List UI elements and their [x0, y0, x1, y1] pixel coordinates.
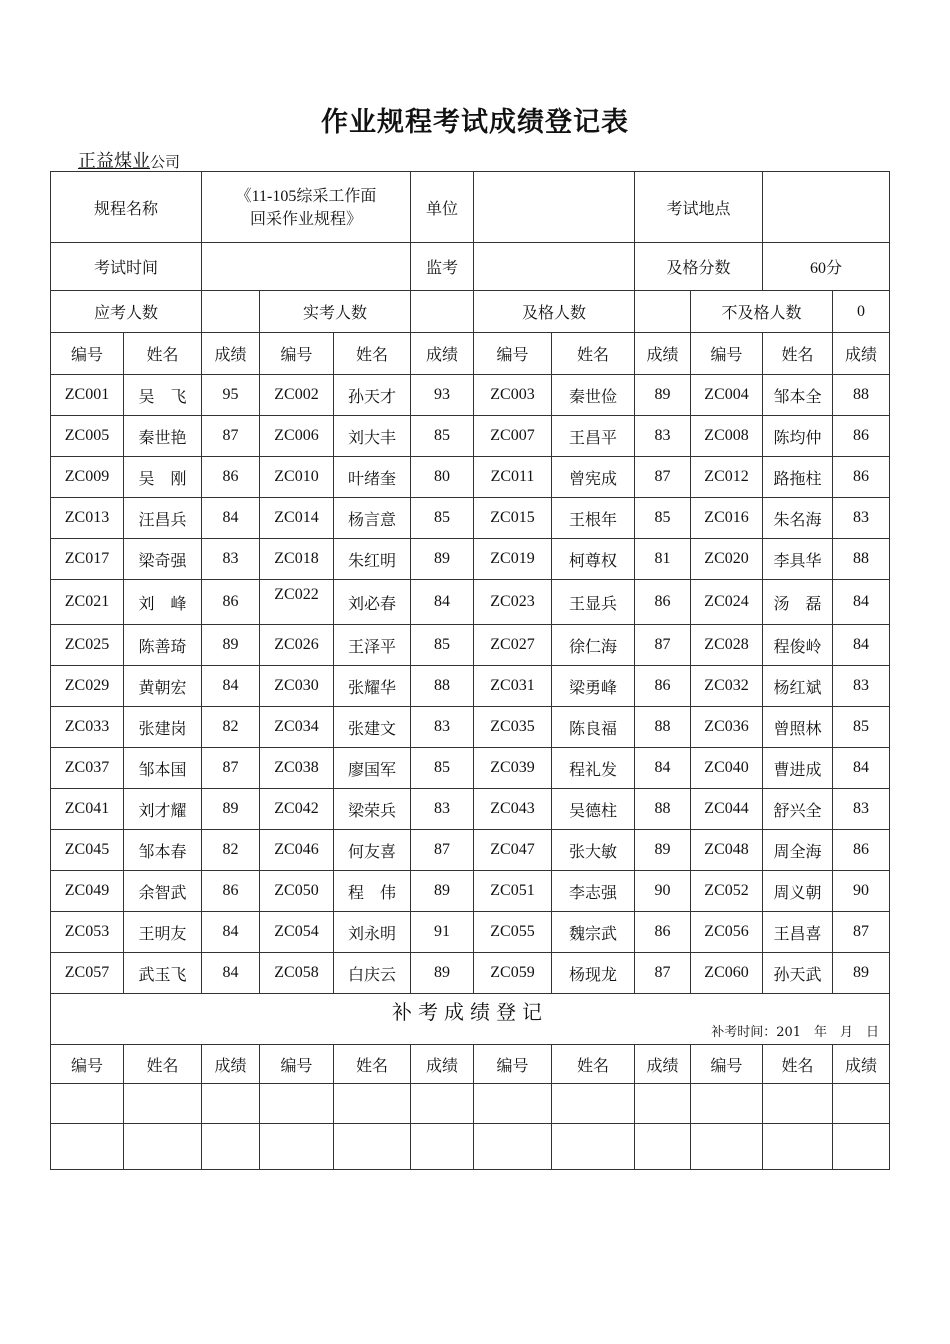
examinee-name: 程 伟 — [334, 871, 411, 912]
makeup-name — [763, 1084, 833, 1124]
examinee-score: 89 — [202, 625, 260, 666]
examinee-score: 86 — [202, 580, 260, 625]
examinee-id: ZC057 — [51, 953, 124, 994]
makeup-id — [260, 1084, 334, 1124]
makeup-name — [552, 1124, 635, 1170]
examinee-score: 84 — [202, 666, 260, 707]
examinee-name: 邹本全 — [763, 375, 833, 416]
examinee-score: 91 — [411, 912, 474, 953]
examinee-id: ZC055 — [474, 912, 552, 953]
examinee-score: 87 — [411, 830, 474, 871]
table-row — [51, 912, 890, 953]
examinee-id: ZC042 — [260, 789, 334, 830]
examinee-name: 吴 刚 — [124, 457, 202, 498]
examinee-name: 白庆云 — [334, 953, 411, 994]
makeup-row — [51, 1084, 890, 1124]
examinee-id: ZC022 — [260, 580, 334, 625]
makeup-id — [51, 1084, 124, 1124]
score-header: 成绩 — [635, 1045, 691, 1084]
pass-score-value: 60分 — [763, 243, 890, 291]
makeup-section — [51, 994, 890, 1045]
makeup-score — [833, 1124, 890, 1170]
examinee-name: 邹本国 — [124, 748, 202, 789]
table-row — [51, 830, 890, 871]
examinee-id: ZC032 — [691, 666, 763, 707]
table-row — [51, 625, 890, 666]
expected-count-label: 应考人数 — [51, 291, 202, 333]
examinee-score: 90 — [833, 871, 890, 912]
examinee-name: 梁荣兵 — [334, 789, 411, 830]
examinee-name: 路拖柱 — [763, 457, 833, 498]
examinee-name: 张大敏 — [552, 830, 635, 871]
examinee-name: 秦世艳 — [124, 416, 202, 457]
procedure-label: 规程名称 — [51, 172, 202, 243]
examinee-id: ZC056 — [691, 912, 763, 953]
page-title: 作业规程考试成绩登记表 — [321, 107, 629, 138]
examinee-score: 84 — [411, 580, 474, 625]
id-header: 编号 — [260, 333, 334, 375]
examinee-name: 曹进成 — [763, 748, 833, 789]
failed-count-label: 不及格人数 — [691, 291, 833, 333]
makeup-id — [474, 1124, 552, 1170]
examinee-name: 王昌喜 — [763, 912, 833, 953]
name-header: 姓名 — [552, 333, 635, 375]
examinee-score: 84 — [833, 625, 890, 666]
examinee-name: 周义朝 — [763, 871, 833, 912]
examinee-name: 程礼发 — [552, 748, 635, 789]
examinee-name: 叶绪奎 — [334, 457, 411, 498]
examinee-name: 刘 峰 — [124, 580, 202, 625]
makeup-id — [474, 1084, 552, 1124]
examinee-id: ZC002 — [260, 375, 334, 416]
examinee-name: 何友喜 — [334, 830, 411, 871]
examinee-id: ZC043 — [474, 789, 552, 830]
pass-score-label: 及格分数 — [635, 243, 763, 291]
examinee-score: 87 — [202, 748, 260, 789]
examinee-score: 84 — [202, 953, 260, 994]
examinee-score: 89 — [411, 539, 474, 580]
examinee-score: 95 — [202, 375, 260, 416]
exam-time-label: 考试时间 — [51, 243, 202, 291]
examinee-id: ZC040 — [691, 748, 763, 789]
name-header: 姓名 — [334, 333, 411, 375]
proctor-label: 监考 — [411, 243, 474, 291]
examinee-id: ZC017 — [51, 539, 124, 580]
makeup-name — [124, 1124, 202, 1170]
examinee-score: 86 — [202, 871, 260, 912]
makeup-score — [833, 1084, 890, 1124]
examinee-id: ZC038 — [260, 748, 334, 789]
examinee-name: 柯尊权 — [552, 539, 635, 580]
examinee-id: ZC060 — [691, 953, 763, 994]
company-line — [78, 147, 180, 173]
examinee-score: 89 — [202, 789, 260, 830]
examinee-score: 81 — [635, 539, 691, 580]
examinee-name: 刘必春 — [334, 580, 411, 625]
examinee-name: 李志强 — [552, 871, 635, 912]
examinee-name: 朱红明 — [334, 539, 411, 580]
name-header: 姓名 — [763, 333, 833, 375]
examinee-score: 88 — [833, 539, 890, 580]
id-header: 编号 — [51, 333, 124, 375]
actual-count-value — [411, 291, 474, 333]
examinee-name: 杨红斌 — [763, 666, 833, 707]
examinee-score: 85 — [411, 748, 474, 789]
examinee-id: ZC049 — [51, 871, 124, 912]
examinee-id: ZC033 — [51, 707, 124, 748]
exam-time-row — [51, 243, 890, 291]
passed-count-value — [635, 291, 691, 333]
examinee-name: 孙天武 — [763, 953, 833, 994]
examinee-id: ZC037 — [51, 748, 124, 789]
examinee-name: 张建岗 — [124, 707, 202, 748]
examinee-id: ZC015 — [474, 498, 552, 539]
passed-count-label: 及格人数 — [474, 291, 635, 333]
score-header: 成绩 — [833, 1045, 890, 1084]
examinee-id: ZC041 — [51, 789, 124, 830]
table-row — [51, 416, 890, 457]
examinee-name: 周全海 — [763, 830, 833, 871]
unit-label: 单位 — [411, 172, 474, 243]
makeup-name — [334, 1124, 411, 1170]
examinee-name: 杨言意 — [334, 498, 411, 539]
examinee-name: 程俊岭 — [763, 625, 833, 666]
makeup-id — [51, 1124, 124, 1170]
examinee-score: 86 — [635, 580, 691, 625]
id-header: 编号 — [691, 1045, 763, 1084]
examinee-score: 80 — [411, 457, 474, 498]
name-header: 姓名 — [552, 1045, 635, 1084]
examinee-name: 孙天才 — [334, 375, 411, 416]
examinee-score: 86 — [833, 416, 890, 457]
company-suffix: 公司 — [150, 153, 181, 171]
procedure-value-line2: 回采作业规程》 — [250, 208, 363, 228]
procedure-value-line1: 《11-105综采工作面 — [235, 187, 377, 205]
makeup-score — [635, 1084, 691, 1124]
examinee-score: 89 — [635, 375, 691, 416]
makeup-id — [691, 1124, 763, 1170]
examinee-name: 王根年 — [552, 498, 635, 539]
examinee-name: 杨现龙 — [552, 953, 635, 994]
examinee-score: 93 — [411, 375, 474, 416]
makeup-name — [763, 1124, 833, 1170]
table-row — [51, 748, 890, 789]
examinee-score: 82 — [202, 707, 260, 748]
examinee-score: 83 — [202, 539, 260, 580]
examinee-name: 吴德柱 — [552, 789, 635, 830]
examinee-score: 89 — [411, 871, 474, 912]
examinee-score: 85 — [635, 498, 691, 539]
examinee-score: 89 — [635, 830, 691, 871]
name-header: 姓名 — [763, 1045, 833, 1084]
score-header-row — [51, 333, 890, 375]
score-table — [50, 171, 890, 1170]
examinee-score: 88 — [833, 375, 890, 416]
examinee-id: ZC025 — [51, 625, 124, 666]
proctor-value — [474, 243, 635, 291]
examinee-id: ZC020 — [691, 539, 763, 580]
id-header: 编号 — [474, 333, 552, 375]
examinee-id: ZC003 — [474, 375, 552, 416]
examinee-score: 87 — [833, 912, 890, 953]
location-label: 考试地点 — [635, 172, 763, 243]
examinee-id: ZC036 — [691, 707, 763, 748]
failed-count-value: 0 — [833, 291, 890, 333]
examinee-score: 83 — [833, 498, 890, 539]
company-name: 正益煤业 — [78, 151, 150, 172]
id-header: 编号 — [51, 1045, 124, 1084]
examinee-score: 88 — [411, 666, 474, 707]
examinee-score: 88 — [635, 707, 691, 748]
examinee-id: ZC024 — [691, 580, 763, 625]
makeup-score — [411, 1084, 474, 1124]
examinee-score: 89 — [833, 953, 890, 994]
examinee-id: ZC046 — [260, 830, 334, 871]
examinee-name: 陈均仲 — [763, 416, 833, 457]
table-row — [51, 871, 890, 912]
examinee-name: 武玉飞 — [124, 953, 202, 994]
examinee-id: ZC050 — [260, 871, 334, 912]
examinee-name: 吴 飞 — [124, 375, 202, 416]
examinee-id: ZC016 — [691, 498, 763, 539]
examinee-id: ZC012 — [691, 457, 763, 498]
examinee-score: 87 — [635, 625, 691, 666]
examinee-score: 87 — [635, 457, 691, 498]
counts-row — [51, 291, 890, 333]
table-row — [51, 666, 890, 707]
examinee-id: ZC008 — [691, 416, 763, 457]
examinee-id: ZC009 — [51, 457, 124, 498]
examinee-id: ZC029 — [51, 666, 124, 707]
examinee-id: ZC059 — [474, 953, 552, 994]
examinee-name: 黄朝宏 — [124, 666, 202, 707]
id-header: 编号 — [474, 1045, 552, 1084]
examinee-id: ZC053 — [51, 912, 124, 953]
examinee-name: 刘才耀 — [124, 789, 202, 830]
examinee-score: 85 — [411, 498, 474, 539]
examinee-score: 84 — [833, 748, 890, 789]
examinee-name: 朱名海 — [763, 498, 833, 539]
examinee-name: 秦世俭 — [552, 375, 635, 416]
id-header: 编号 — [260, 1045, 334, 1084]
examinee-score: 84 — [202, 912, 260, 953]
exam-time-value — [202, 243, 411, 291]
examinee-id: ZC051 — [474, 871, 552, 912]
examinee-score: 85 — [411, 416, 474, 457]
examinee-id: ZC047 — [474, 830, 552, 871]
makeup-name — [124, 1084, 202, 1124]
examinee-score: 84 — [202, 498, 260, 539]
examinee-id: ZC010 — [260, 457, 334, 498]
examinee-name: 李具华 — [763, 539, 833, 580]
examinee-name: 廖国军 — [334, 748, 411, 789]
examinee-id: ZC023 — [474, 580, 552, 625]
examinee-name: 陈善琦 — [124, 625, 202, 666]
examinee-name: 曾宪成 — [552, 457, 635, 498]
examinee-id: ZC044 — [691, 789, 763, 830]
examinee-name: 王显兵 — [552, 580, 635, 625]
table-row — [51, 953, 890, 994]
table-row — [51, 789, 890, 830]
examinee-name: 王昌平 — [552, 416, 635, 457]
examinee-score: 84 — [833, 580, 890, 625]
examinee-id: ZC052 — [691, 871, 763, 912]
score-header: 成绩 — [833, 333, 890, 375]
examinee-score: 83 — [833, 789, 890, 830]
table-row — [51, 457, 890, 498]
examinee-score: 87 — [635, 953, 691, 994]
examinee-score: 89 — [411, 953, 474, 994]
actual-count-label: 实考人数 — [260, 291, 411, 333]
examinee-id: ZC027 — [474, 625, 552, 666]
examinee-id: ZC004 — [691, 375, 763, 416]
examinee-name: 梁勇峰 — [552, 666, 635, 707]
examinee-name: 王泽平 — [334, 625, 411, 666]
score-header: 成绩 — [411, 1045, 474, 1084]
examinee-id: ZC039 — [474, 748, 552, 789]
examinee-name: 王明友 — [124, 912, 202, 953]
examinee-score: 86 — [635, 666, 691, 707]
examinee-id: ZC026 — [260, 625, 334, 666]
examinee-name: 舒兴全 — [763, 789, 833, 830]
examinee-score: 86 — [833, 830, 890, 871]
procedure-row — [51, 172, 890, 243]
name-header: 姓名 — [124, 333, 202, 375]
table-row — [51, 375, 890, 416]
procedure-value — [202, 172, 411, 243]
examinee-name: 陈良福 — [552, 707, 635, 748]
examinee-name: 刘大丰 — [334, 416, 411, 457]
expected-count-value — [202, 291, 260, 333]
makeup-row — [51, 1124, 890, 1170]
score-header: 成绩 — [635, 333, 691, 375]
examinee-score: 85 — [411, 625, 474, 666]
examinee-id: ZC054 — [260, 912, 334, 953]
examinee-name: 汤 磊 — [763, 580, 833, 625]
makeup-id — [260, 1124, 334, 1170]
examinee-name: 汪昌兵 — [124, 498, 202, 539]
examinee-score: 90 — [635, 871, 691, 912]
examinee-id: ZC048 — [691, 830, 763, 871]
makeup-header-row — [51, 1045, 890, 1084]
examinee-id: ZC028 — [691, 625, 763, 666]
examinee-id: ZC005 — [51, 416, 124, 457]
makeup-score — [202, 1084, 260, 1124]
name-header: 姓名 — [334, 1045, 411, 1084]
location-value — [763, 172, 890, 243]
examinee-id: ZC031 — [474, 666, 552, 707]
examinee-score: 86 — [833, 457, 890, 498]
examinee-score: 88 — [635, 789, 691, 830]
examinee-name: 刘永明 — [334, 912, 411, 953]
examinee-score: 83 — [411, 789, 474, 830]
table-row — [51, 707, 890, 748]
examinee-id: ZC021 — [51, 580, 124, 625]
makeup-id — [691, 1084, 763, 1124]
examinee-name: 张耀华 — [334, 666, 411, 707]
score-header: 成绩 — [411, 333, 474, 375]
score-header: 成绩 — [202, 333, 260, 375]
examinee-score: 83 — [411, 707, 474, 748]
examinee-score: 82 — [202, 830, 260, 871]
examinee-id: ZC034 — [260, 707, 334, 748]
examinee-name: 魏宗武 — [552, 912, 635, 953]
examinee-score: 86 — [635, 912, 691, 953]
examinee-name: 余智武 — [124, 871, 202, 912]
examinee-id: ZC013 — [51, 498, 124, 539]
makeup-title: 补考成绩登记 — [392, 1000, 549, 1024]
makeup-name — [334, 1084, 411, 1124]
examinee-name: 张建文 — [334, 707, 411, 748]
examinee-name: 梁奇强 — [124, 539, 202, 580]
examinee-score: 83 — [833, 666, 890, 707]
score-header: 成绩 — [202, 1045, 260, 1084]
examinee-id: ZC058 — [260, 953, 334, 994]
table-row — [51, 498, 890, 539]
examinee-score: 85 — [833, 707, 890, 748]
id-header: 编号 — [691, 333, 763, 375]
examinee-id: ZC007 — [474, 416, 552, 457]
examinee-id: ZC018 — [260, 539, 334, 580]
examinee-name: 邹本春 — [124, 830, 202, 871]
examinee-id: ZC011 — [474, 457, 552, 498]
makeup-title-row — [51, 994, 890, 1045]
examinee-id: ZC006 — [260, 416, 334, 457]
table-row — [51, 580, 890, 625]
examinee-score: 84 — [635, 748, 691, 789]
makeup-score — [635, 1124, 691, 1170]
examinee-id: ZC030 — [260, 666, 334, 707]
makeup-name — [552, 1084, 635, 1124]
table-row — [51, 539, 890, 580]
examinee-id: ZC045 — [51, 830, 124, 871]
makeup-score — [411, 1124, 474, 1170]
examinee-score: 86 — [202, 457, 260, 498]
makeup-score — [202, 1124, 260, 1170]
examinee-id: ZC035 — [474, 707, 552, 748]
makeup-time: 补考时间：201 年 月 日 — [711, 1025, 880, 1040]
examinee-id: ZC001 — [51, 375, 124, 416]
examinee-id: ZC014 — [260, 498, 334, 539]
examinee-score: 83 — [635, 416, 691, 457]
unit-value — [474, 172, 635, 243]
examinee-name: 曾照林 — [763, 707, 833, 748]
examinee-score: 87 — [202, 416, 260, 457]
name-header: 姓名 — [124, 1045, 202, 1084]
examinee-name: 徐仁海 — [552, 625, 635, 666]
examinee-id: ZC019 — [474, 539, 552, 580]
